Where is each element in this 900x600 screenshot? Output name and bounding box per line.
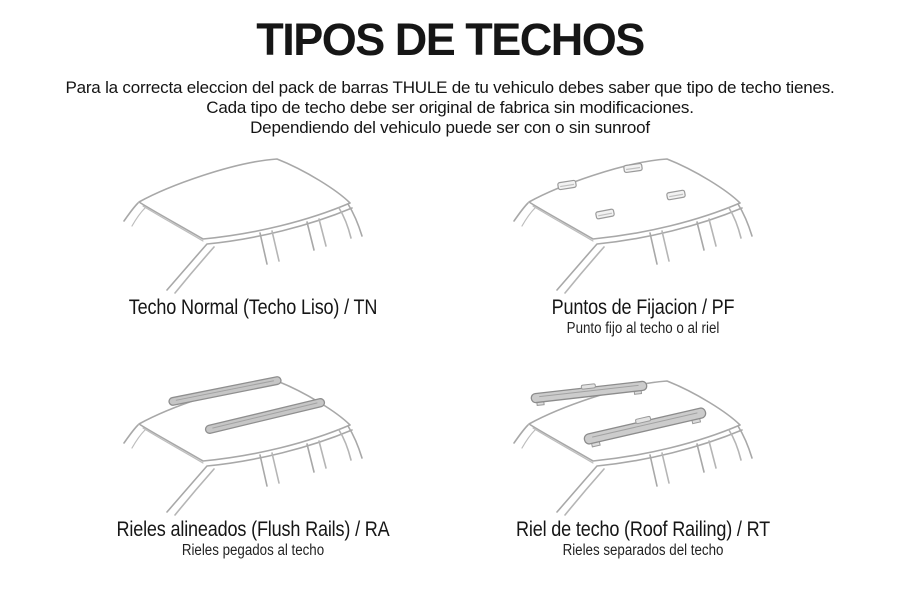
roof-label: Riel de techo (Roof Railing) / RT: [516, 518, 770, 541]
roof-caption-rt: [450, 518, 837, 560]
roof-cell-tn: [28, 144, 478, 366]
roof-label: Rieles alineados (Flush Rails) / RA: [116, 518, 390, 541]
smooth-roof-sketch-icon: [93, 144, 413, 294]
intro-line-1: Para la correcta eleccion del pack de barras THULE de tu vehiculo debes saber que tipo de techo tienes.: [65, 78, 835, 97]
fixed-points-roof-sketch-icon: [483, 144, 803, 294]
roof-label: Techo Normal (Techo Liso) / TN: [128, 296, 378, 319]
roof-label: Puntos de Fijacion / PF: [551, 296, 735, 319]
raised-rails-roof-sketch-icon: [483, 366, 803, 516]
roof-cell-rt: [418, 366, 868, 588]
page-title: TIPOS DE TECHOS: [256, 14, 644, 65]
intro-line-2: Cada tipo de techo debe ser original de fabrica sin modificaciones.: [206, 98, 694, 117]
roof-sublabel: Rieles separados del techo: [562, 542, 724, 559]
intro-line-3: Dependiendo del vehiculo puede ser con o sin sunroof: [250, 118, 650, 137]
roof-types-grid: [0, 144, 900, 588]
roof-caption-tn: [60, 296, 447, 320]
roof-cell-pf: [418, 144, 868, 366]
flush-rails-roof-sketch-icon: [93, 366, 413, 516]
roof-sublabel: Rieles pegados al techo: [181, 542, 325, 559]
roof-cell-ra: [28, 366, 478, 588]
header: [0, 0, 900, 138]
roof-caption-pf: [450, 296, 837, 338]
roof-sublabel: Punto fijo al techo o al riel: [566, 320, 720, 337]
roof-caption-ra: [60, 518, 447, 560]
